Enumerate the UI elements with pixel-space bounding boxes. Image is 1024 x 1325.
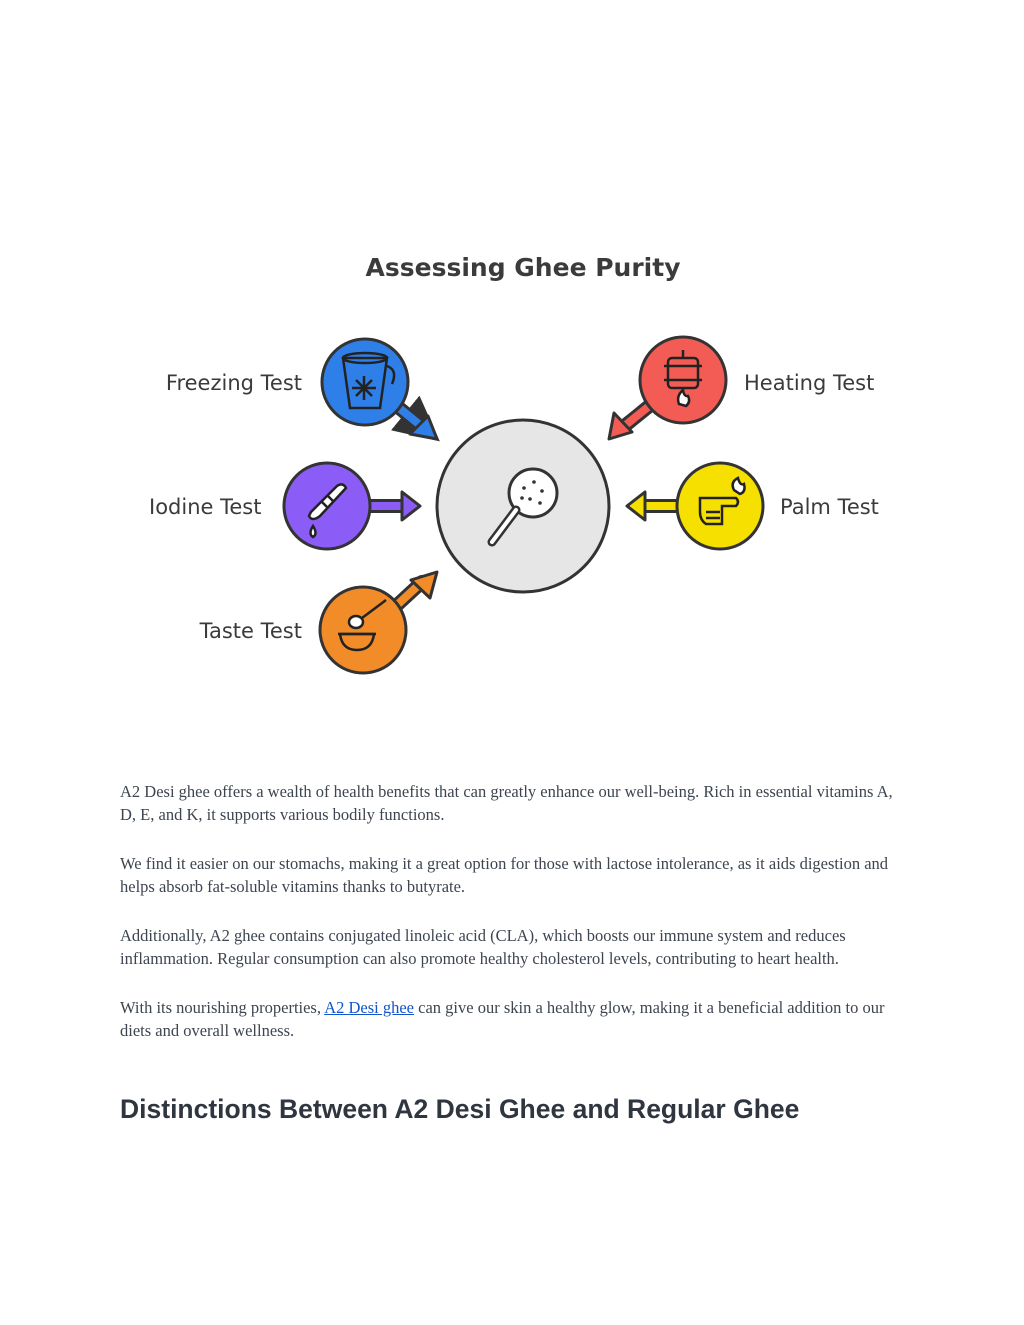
freezing-test-label: Freezing Test [165,371,302,395]
heating-test-node [609,337,874,439]
paragraph-4-after: can give our skin a healthy glow, making it a beneficial addition to our diets and overall wellness. [120,998,885,1040]
diagram-title: Assessing Ghee Purity [365,253,681,282]
paragraph-4 [120,996,910,1042]
iodine-test-label: Iodine Test [149,495,262,519]
taste-test-node [199,572,437,673]
section-heading: Distinctions Between A2 Desi Ghee and Regular Ghee [120,1094,800,1124]
taste-test-label: Taste Test [199,619,302,643]
heating-test-label: Heating Test [744,371,875,395]
a2-desi-ghee-link[interactable]: A2 Desi ghee [324,998,415,1017]
article-body [120,780,910,1068]
taste-circle [320,587,406,673]
palm-test-node [627,463,879,549]
paragraph-1: A2 Desi ghee offers a wealth of health benefits that can greatly enhance our well-being. Rich in essential vitamins A, D, E, and K, it supports various bodily functions. [120,782,893,824]
paragraph-4-before: With its nourishing properties, [120,998,325,1017]
paragraph-2: We find it easier on our stomachs, making it a great option for those with lactose intolerance, as it aids digestion and helps absorb fat-soluble vitamins thanks to butyrate. [120,854,889,896]
palm-test-label: Palm Test [780,495,879,519]
iodine-test-node [149,463,420,549]
freezing-test-node [166,339,437,439]
ghee-purity-diagram [0,220,1024,690]
paragraph-3: Additionally, A2 ghee contains conjugated linoleic acid (CLA), which boosts our immune system and reduces inflammation. Regular consumption can also promote healthy cholesterol levels, contributing to heart health. [120,926,846,968]
center-magnifier [437,420,609,592]
